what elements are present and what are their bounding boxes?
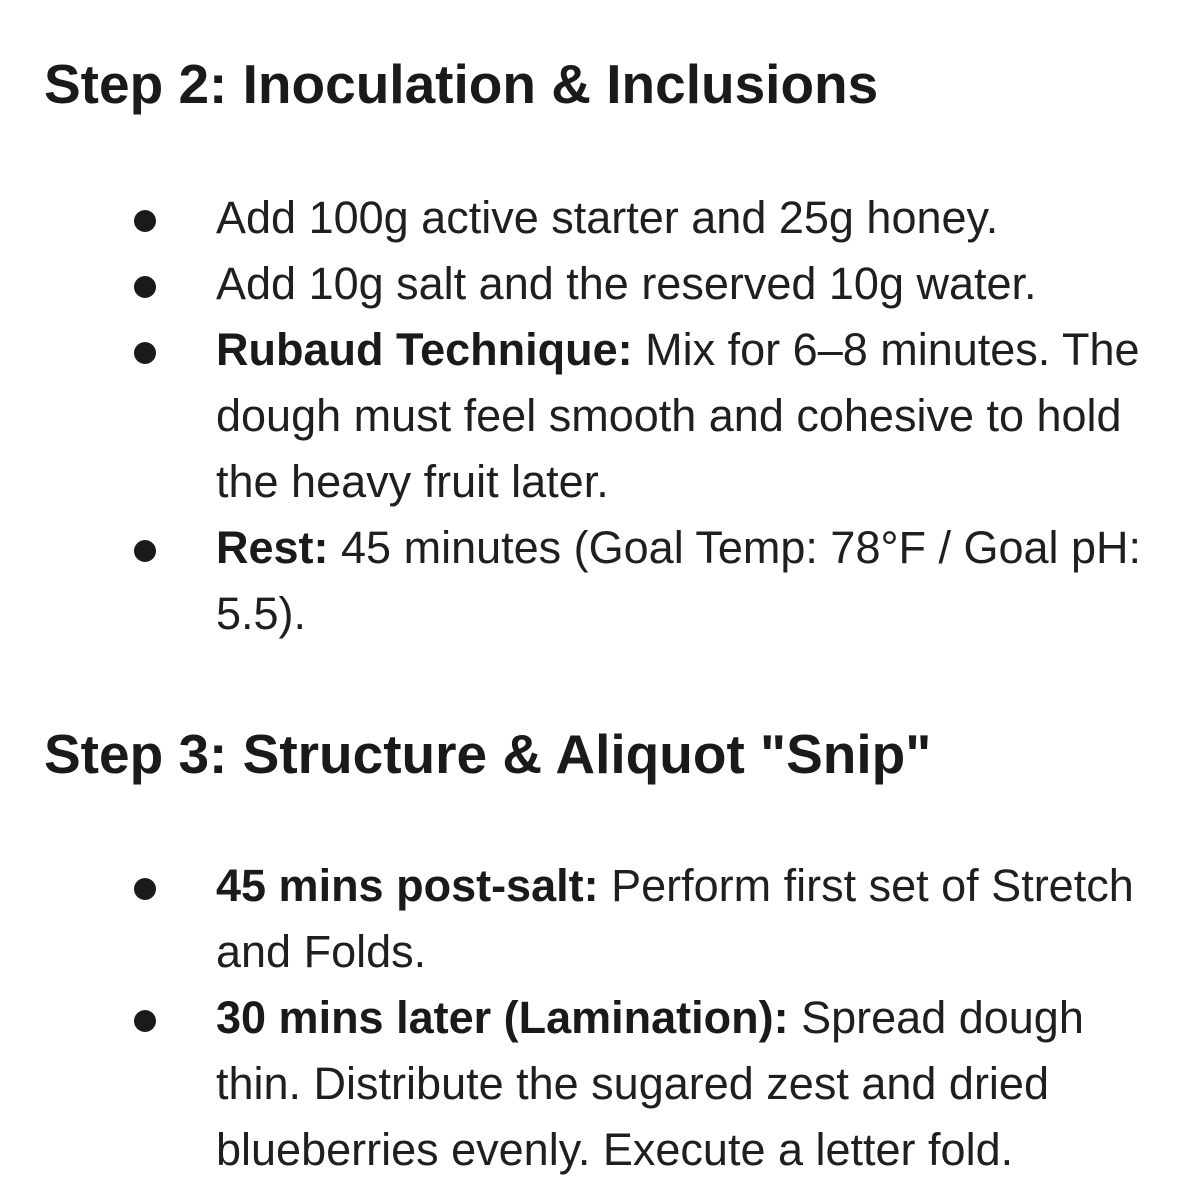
item-bold-label: Rest: [216,522,329,573]
item-text: 45 minutes (Goal Temp: 78°F / Goal pH: 5.5). [216,522,1142,639]
step3-list [0,853,1200,1183]
list-item [0,251,1200,317]
list-item [0,185,1200,251]
item-text: Spread dough thin. Distribute the sugared zest and dried blueberries evenly. Execute a letter fold. [216,992,1084,1175]
item-text: Perform first set of Stretch and Folds. [216,860,1134,977]
step3-heading: Step 3: Structure & Aliquot "Snip" [44,723,932,785]
bullet-icon [134,342,156,364]
list-item [0,853,1200,985]
step2-heading: Step 2: Inoculation & Inclusions [44,53,879,115]
item-text: Add 100g active starter and 25g honey. [216,192,999,243]
bullet-icon [134,878,156,900]
bullet-icon [134,210,156,232]
list-item [0,515,1200,647]
bullet-icon [134,540,156,562]
item-text: Mix for 6–8 minutes. The dough must feel smooth and cohesive to hold the heavy fruit later. [216,324,1140,507]
item-bold-label: Rubaud Technique: [216,324,633,375]
list-item [0,985,1200,1183]
bullet-icon [134,276,156,298]
list-item [0,317,1200,515]
bullet-icon [134,1010,156,1032]
item-text: Add 10g salt and the reserved 10g water. [216,258,1037,309]
step2-list [0,185,1200,647]
item-bold-label: 30 mins later (Lamination): [216,992,789,1043]
item-bold-label: 45 mins post-salt: [216,860,599,911]
